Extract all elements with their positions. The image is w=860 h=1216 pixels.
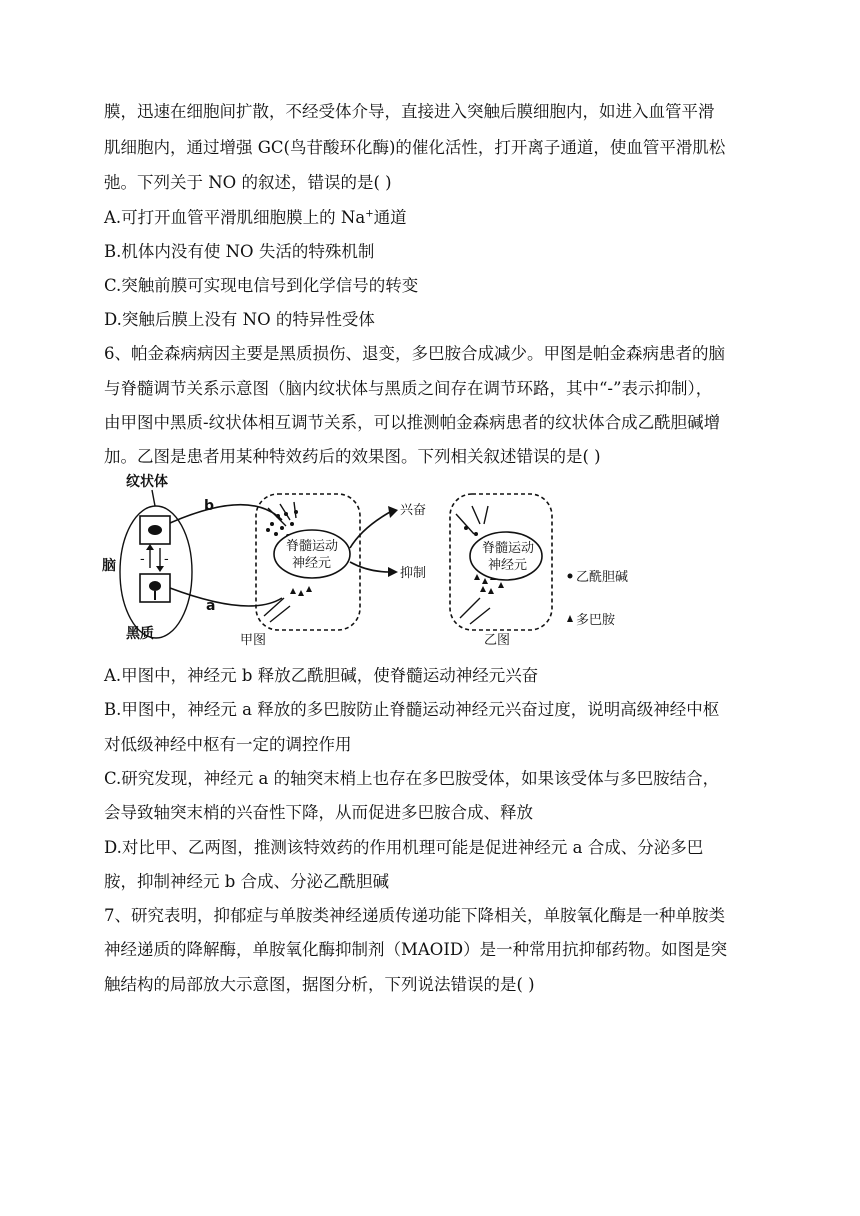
q6-option-c-line-2: 会导致轴突末梢的兴奋性下降，从而促进多巴胺合成、释放 — [104, 803, 533, 822]
label-fig-yi: 乙图 — [484, 633, 511, 648]
label-excite: 兴奋 — [400, 503, 427, 518]
q5-stem-line-2: 肌细胞内，通过增强 GC(鸟苷酸环化酶)的催化活性，打开离子通道，使血管平滑肌松 — [104, 138, 726, 157]
q6-option-b-line-1: B.甲图中，神经元 a 释放的多巴胺防止脊髓运动神经元兴奋过度，说明高级神经中枢 — [104, 700, 720, 719]
label-neuron-line1: 脊髓运动 — [286, 539, 339, 554]
q7-stem-line-2: 神经递质的降解酶，单胺氧化酶抑制剂（MAOID）是一种常用抗抑郁药物。如图是突 — [104, 940, 728, 959]
q6-option-d-line-2: 胺，抑制神经元 b 合成、分泌乙酰胆碱 — [104, 872, 390, 891]
legend-ach-marker — [568, 574, 573, 579]
label-fig-jia: 甲图 — [240, 633, 267, 648]
label-a: a — [206, 598, 216, 614]
label-striatum: 纹状体 — [126, 474, 168, 490]
label-inhibit: 抑制 — [400, 566, 427, 581]
q5-stem-line-3: 弛。下列关于 NO 的叙述，错误的是( ) — [104, 173, 392, 192]
q7-stem-line-1: 7、研究表明，抑郁症与单胺类神经递质传递功能下降相关，单胺氧化酶是一种单胺类 — [104, 906, 725, 925]
striatum-cell — [148, 525, 162, 535]
q5-option-b: B.机体内没有使 NO 失活的特殊机制 — [104, 242, 375, 261]
q6-stem-line-4: 加。乙图是患者用某种特效药后的效果图。下列相关叙述错误的是( ) — [104, 447, 601, 466]
q5-option-a-text: A.可打开血管平滑肌细胞膜上的 Na — [104, 208, 366, 227]
q6-figure — [100, 468, 660, 654]
label-substantia: 黑质 — [126, 626, 154, 642]
legend-da: 多巴胺 — [576, 613, 616, 628]
q5-option-c: C.突触前膜可实现电信号到化学信号的转变 — [104, 276, 419, 295]
legend-ach: 乙酰胆碱 — [576, 570, 629, 585]
label-minus-left: - — [140, 552, 145, 567]
q6-stem-line-1: 6、帕金森病病因主要是黑质损伤、退变，多巴胺合成减少。甲图是帕金森病患者的脑 — [104, 344, 725, 363]
label-neuron-line2: 神经元 — [292, 556, 332, 571]
label-minus-right: - — [164, 552, 169, 567]
q7-stem-line-3: 触结构的局部放大示意图，据图分析，下列说法错误的是( ) — [104, 975, 535, 994]
substantia-cell — [149, 581, 161, 591]
q5-option-a-tail: 通道 — [373, 208, 407, 227]
label-neuron-yi-line1: 脊髓运动 — [482, 541, 535, 556]
q6-option-c-line-1: C.研究发现，神经元 a 的轴突末梢上也存在多巴胺受体，如果该受体与多巴胺结合， — [104, 769, 720, 788]
q6-option-d-line-1: D.对比甲、乙两图，推测该特效药的作用机理可能是促进神经元 a 合成、分泌多巴 — [104, 838, 704, 857]
da-triangles-jia — [290, 586, 312, 596]
label-brain: 脑 — [102, 558, 116, 574]
q5-option-a-superscript: + — [365, 208, 374, 220]
label-b: b — [204, 498, 215, 514]
q6-option-b-line-2: 对低级神经中枢有一定的调控作用 — [104, 735, 352, 754]
neuron-b-path — [170, 505, 282, 523]
q6-stem-line-3: 由甲图中黑质-纹状体相互调节关系，可以推测帕金森病患者的纹状体合成乙酰胆碱增 — [104, 413, 721, 432]
neuron-a-path — [170, 588, 282, 606]
label-neuron-yi-line2: 神经元 — [488, 558, 528, 573]
q5-option-a — [104, 206, 407, 230]
q6-stem-line-2: 与脊髓调节关系示意图（脑内纹状体与黑质之间存在调节环路，其中“-”表示抑制）， — [104, 379, 713, 398]
legend-da-marker — [567, 615, 573, 622]
q5-stem-line-1: 膜，迅速在细胞间扩散，不经受体介导，直接进入突触后膜细胞内，如进入血管平滑 — [104, 102, 715, 121]
q6-option-a: A.甲图中，神经元 b 释放乙酰胆碱，使脊髓运动神经元兴奋 — [104, 666, 539, 685]
q5-option-d: D.突触后膜上没有 NO 的特异性受体 — [104, 310, 375, 329]
